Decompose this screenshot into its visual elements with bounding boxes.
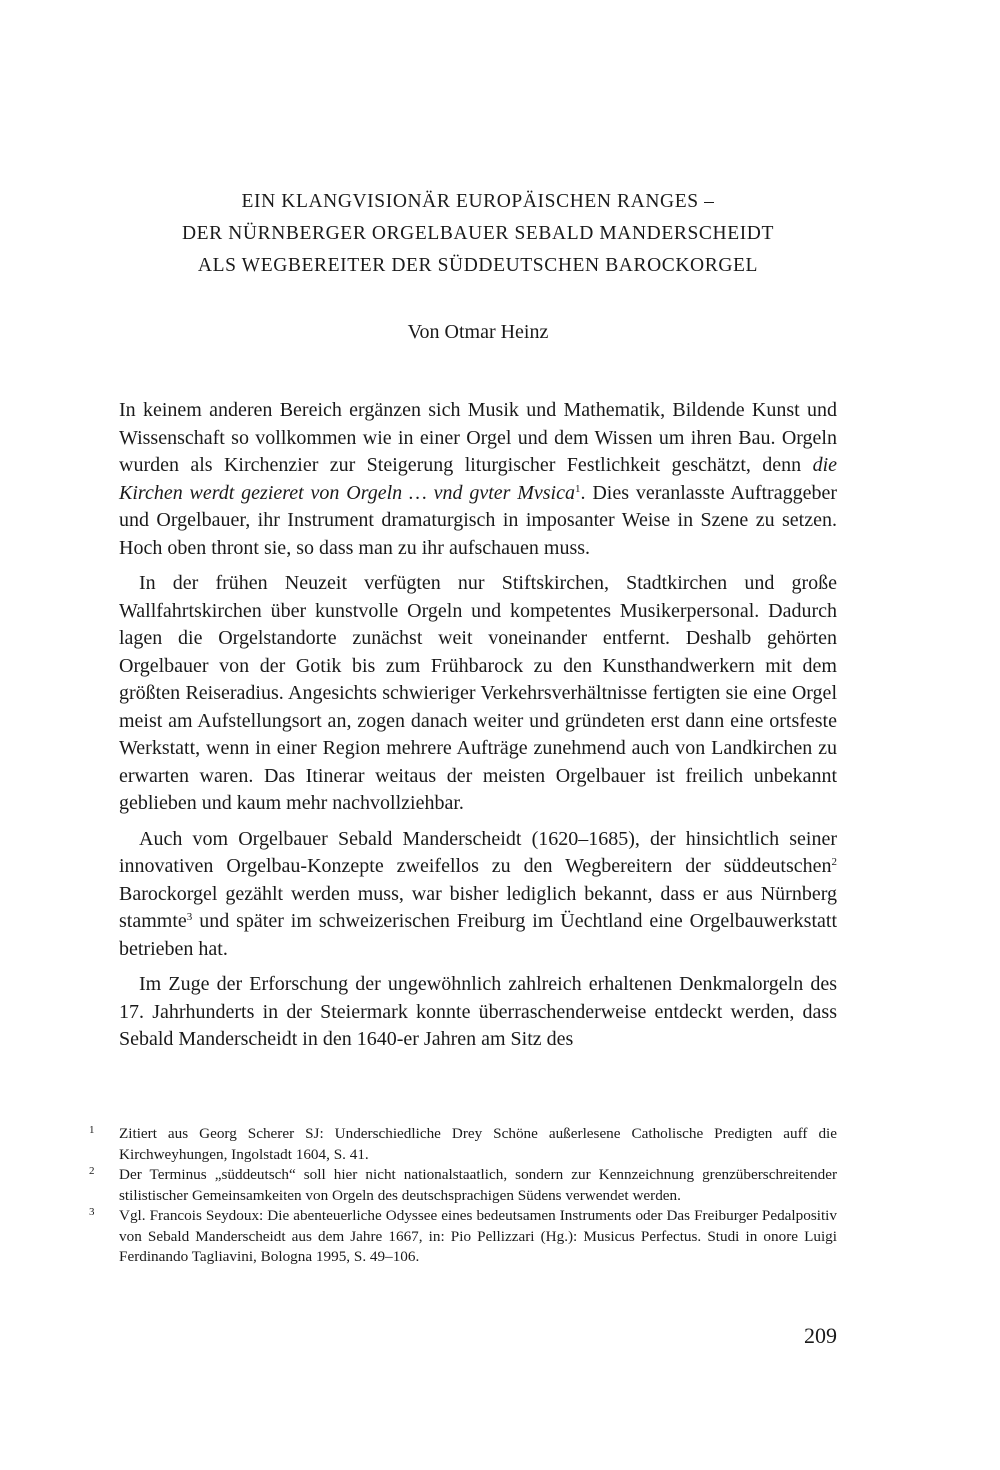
footnote-3-text: Vgl. Francois Seydoux: Die abenteuerliche Odyssee eines bedeutsamen Instruments oder Das Freiburger Pedalpositiv von Sebald Manderscheidt aus dem Jahre 1667, in: Pio Pellizzari (Hg.): Musicus Perfectus. Studi in onore Luigi Ferdinando Tagliavini, Bologna 1995, S. 49–106.: [119, 1207, 837, 1265]
footnote-1: [89, 1124, 837, 1165]
footnote-1-number: 1: [89, 1124, 95, 1136]
article-title: [119, 186, 837, 282]
paragraph-1-text-b: . Dies veranlasste Auftraggeber und Orgelbauer, ihr Instrument dramaturgisch in imposanter Weise in Szene zu setzen. Hoch oben thront sie, so dass man zu ihr aufschauen muss.: [119, 481, 837, 559]
footnote-1-text: Zitiert aus Georg Scherer SJ: Underschiedliche Drey Schöne außerlesene Catholische Predigten auff die Kirchweyhungen, Ingolstadt 1604, S. 41.: [119, 1125, 837, 1163]
title-line-2: DER NÜRNBERGER ORGELBAUER SEBALD MANDERSCHEIDT: [181, 223, 775, 244]
footnote-2-text: Der Terminus „süddeutsch“ soll hier nicht nationalstaatlich, sondern zur Kennzeichnung grenzüberschreitender stilistischer Gemeinsamkeiten von Orgeln des deutschsprachigen Südens verwendet werden.: [119, 1166, 837, 1204]
footnotes: [89, 1124, 837, 1268]
footnote-2-number: 2: [89, 1165, 95, 1177]
title-line-1: EIN KLANGVISIONÄR EUROPÄISCHEN RANGES –: [241, 191, 715, 212]
footnote-ref-3[interactable]: 3: [186, 911, 193, 923]
title-line-3: ALS WEGBEREITER DER SÜDDEUTSCHEN BAROCKORGEL: [197, 255, 759, 276]
paragraph-1: [119, 397, 837, 562]
footnote-3-number: 3: [89, 1206, 95, 1218]
footnote-ref-1[interactable]: 1: [575, 482, 581, 495]
paragraph-2: In der frühen Neuzeit verfügten nur Stiftskirchen, Stadtkirchen und große Wallfahrtskirchen über kunstvolle Orgeln und kompetentes Musikerpersonal. Dadurch lagen die Orgelstandorte zunächst weit voneinander entfernt. Deshalb gehörten Orgelbauer von der Gotik bis zum Frühbarock zu den Kunsthandwerkern mit dem größten Reiseradius. Angesichts schwieriger Verkehrsverhältnisse fertigten sie eine Orgel meist am Aufstellungsort an, zogen danach weiter und gründeten erst dann eine ortsfeste Werkstatt, wenn in einer Region mehrere Aufträge zunehmend auch von Landkirchen zu erwarten waren. Das Itinerar weitaus der meisten Orgelbauer ist freilich unbekannt geblieben und kaum mehr nachvollziehbar.: [119, 572, 837, 814]
document-page: [89, 0, 837, 1470]
paragraph-1-quote: die Kirchen werdt gezieret von Orgeln … vnd gvter Mvsica: [119, 454, 837, 504]
page-number: 209: [804, 1323, 837, 1348]
paragraph-3-text-b: Barockorgel gezählt werden muss, war bisher lediglich bekannt, dass er aus Nürnberg stammte: [119, 882, 837, 932]
footnote-ref-2[interactable]: 2: [831, 856, 837, 868]
paragraph-4: Im Zuge der Erforschung der ungewöhnlich zahlreich erhaltenen Denkmalorgeln des 17. Jahrhunderts in der Steiermark konnte überraschenderweise entdeckt werden, dass Sebald Manderscheidt in den 1640-er Jahren am Sitz des: [119, 973, 837, 1050]
paragraph-3: [119, 826, 837, 964]
footnote-2: [89, 1165, 837, 1206]
paragraph-3-text-c: und später im schweizerischen Freiburg im Üechtland eine Orgelbauwerkstatt betrieben hat.: [119, 910, 837, 960]
paragraph-1-text-a: In keinem anderen Bereich ergänzen sich Musik und Mathematik, Bildende Kunst und Wissenschaft so vollkommen wie in einer Orgel und dem Wissen um ihren Bau. Orgeln wurden als Kirchenzier zur Steigerung liturgischer Festlichkeit geschätzt, denn: [119, 399, 837, 476]
paragraph-3-text-a: Auch vom Orgelbauer Sebald Manderscheidt (1620–1685), der hinsichtlich seiner innovativen Orgelbau-Konzepte zweifellos zu den Wegbereitern der süddeutschen: [119, 827, 837, 877]
author-byline: Von Otmar Heinz: [407, 321, 549, 343]
article-body: [119, 397, 837, 1054]
footnote-3: [89, 1206, 837, 1268]
